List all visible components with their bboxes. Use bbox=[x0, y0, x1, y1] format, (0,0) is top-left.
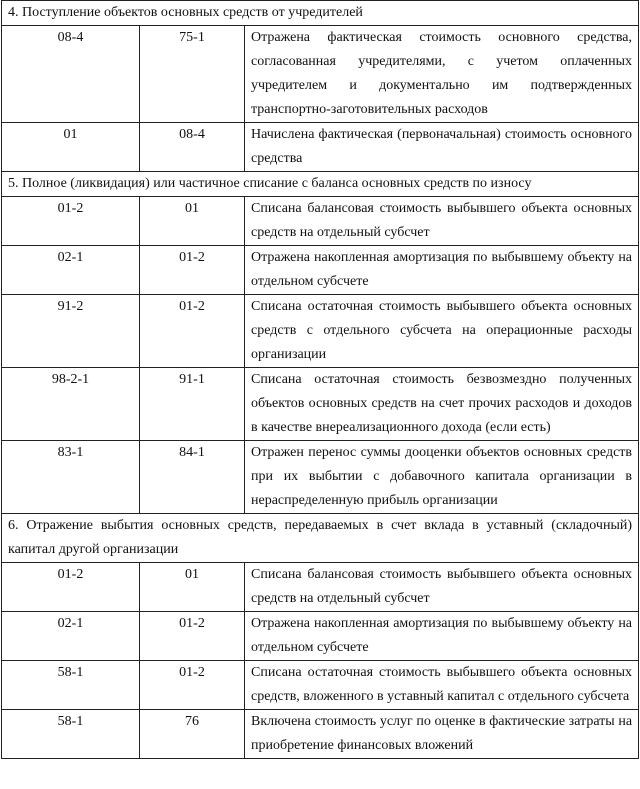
credit-account-cell: 75-1 bbox=[140, 26, 245, 123]
entry-description-cell: Списана остаточная стоимость выбывшего объекта основных средств с отдельного субсчета на операционные расходы организации bbox=[245, 295, 639, 368]
debit-account-cell: 83-1 bbox=[2, 441, 140, 514]
section-header-row bbox=[2, 172, 639, 197]
section-header-row bbox=[2, 514, 639, 563]
entry-description-cell: Отражена накопленная амортизация по выбывшему объекту на отдельном субсчете bbox=[245, 246, 639, 295]
ledger-body bbox=[2, 1, 639, 759]
debit-account-cell: 01-2 bbox=[2, 563, 140, 612]
credit-account-cell: 01-2 bbox=[140, 612, 245, 661]
entry-row bbox=[2, 246, 639, 295]
entry-description-cell: Списана балансовая стоимость выбывшего объекта основных средств на отдельный субсчет bbox=[245, 197, 639, 246]
debit-account-cell: 08-4 bbox=[2, 26, 140, 123]
entry-row bbox=[2, 26, 639, 123]
credit-account-cell: 01 bbox=[140, 563, 245, 612]
entry-description-cell: Начислена фактическая (первоначальная) стоимость основного средства bbox=[245, 123, 639, 172]
debit-account-cell: 01 bbox=[2, 123, 140, 172]
accounting-entries-table bbox=[1, 0, 639, 759]
section-title: 4. Поступление объектов основных средств от учредителей bbox=[2, 1, 639, 26]
entry-row bbox=[2, 197, 639, 246]
entry-row bbox=[2, 563, 639, 612]
entry-description-cell: Списана балансовая стоимость выбывшего объекта основных средств на отдельный субсчет bbox=[245, 563, 639, 612]
debit-account-cell: 58-1 bbox=[2, 710, 140, 759]
credit-account-cell: 91-1 bbox=[140, 368, 245, 441]
entry-row bbox=[2, 710, 639, 759]
credit-account-cell: 76 bbox=[140, 710, 245, 759]
entry-description-cell: Отражена фактическая стоимость основного средства, согласованная учредителями, с учетом оплаченных учредителем и документально им подтвержденных транспортно-заготовительных расходов bbox=[245, 26, 639, 123]
section-title: 6. Отражение выбытия основных средств, передаваемых в счет вклада в уставный (складочный) капитал другой организации bbox=[2, 514, 639, 563]
section-title: 5. Полное (ликвидация) или частичное списание с баланса основных средств по износу bbox=[2, 172, 639, 197]
entry-description-cell: Списана остаточная стоимость выбывшего объекта основных средств, вложенного в уставный капитал с отдельного субсчета bbox=[245, 661, 639, 710]
debit-account-cell: 02-1 bbox=[2, 612, 140, 661]
entry-description-cell: Списана остаточная стоимость безвозмездно полученных объектов основных средств на счет прочих расходов и доходов в качестве внереализационного дохода (если есть) bbox=[245, 368, 639, 441]
debit-account-cell: 91-2 bbox=[2, 295, 140, 368]
entry-row bbox=[2, 612, 639, 661]
debit-account-cell: 58-1 bbox=[2, 661, 140, 710]
entry-row bbox=[2, 368, 639, 441]
entry-row bbox=[2, 661, 639, 710]
credit-account-cell: 01 bbox=[140, 197, 245, 246]
entry-row bbox=[2, 123, 639, 172]
debit-account-cell: 98-2-1 bbox=[2, 368, 140, 441]
entry-row bbox=[2, 441, 639, 514]
entry-description-cell: Включена стоимость услуг по оценке в фактические затраты на приобретение финансовых вложений bbox=[245, 710, 639, 759]
credit-account-cell: 01-2 bbox=[140, 295, 245, 368]
credit-account-cell: 01-2 bbox=[140, 246, 245, 295]
debit-account-cell: 02-1 bbox=[2, 246, 140, 295]
debit-account-cell: 01-2 bbox=[2, 197, 140, 246]
credit-account-cell: 01-2 bbox=[140, 661, 245, 710]
entry-description-cell: Отражен перенос суммы дооценки объектов основных средств при их выбытии с добавочного капитала организации в нераспределенную прибыль организации bbox=[245, 441, 639, 514]
entry-row bbox=[2, 295, 639, 368]
credit-account-cell: 08-4 bbox=[140, 123, 245, 172]
section-header-row bbox=[2, 1, 639, 26]
entry-description-cell: Отражена накопленная амортизация по выбывшему объекту на отдельном субсчете bbox=[245, 612, 639, 661]
credit-account-cell: 84-1 bbox=[140, 441, 245, 514]
